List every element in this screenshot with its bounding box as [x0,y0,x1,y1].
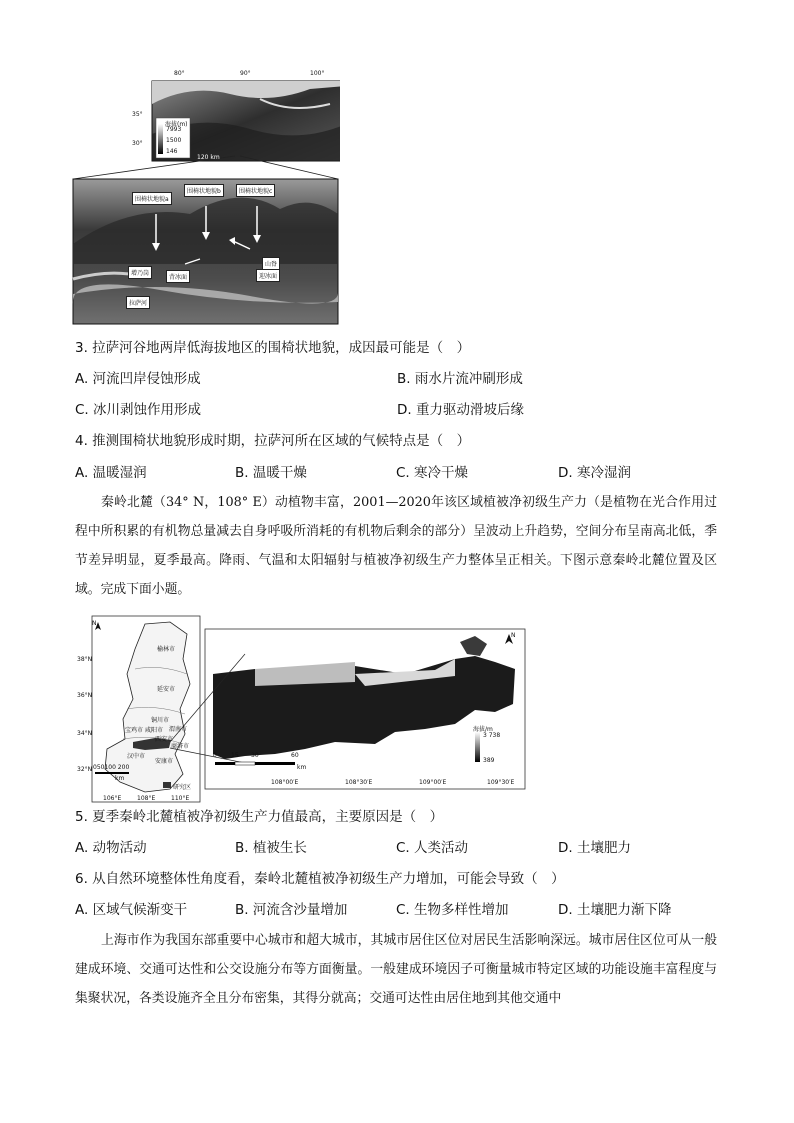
city-xianyang: 咸阳市 [145,727,164,734]
label-landform-c: 围椅状地貌c [236,184,275,197]
lon-label-90: 90° [240,70,251,77]
left-scale-label: 050100 200 [93,764,130,771]
question-4-option-b[interactable]: B. 温暖干燥 [235,465,307,481]
question-5-option-c[interactable]: C. 人类活动 [396,840,469,856]
city-yulin: 榆林市 [157,646,176,653]
north-label-right: N [511,632,516,639]
right-legend-min: 389 [483,757,495,764]
lon-label-100: 100° [310,70,325,77]
lat-36: 36°N [77,692,93,699]
label-front-slope: 迎冰面 [256,269,280,282]
lon-110: 110°E [171,795,190,802]
city-yanan: 延安市 [157,686,176,693]
question-6-stem: 6. 从自然环境整体性角度看，秦岭北麓植被净初级生产力增加，可能会导致（ ） [75,871,565,887]
lon-108-00: 108°00′E [271,779,299,786]
legend-study-area: 研究区 [173,784,192,791]
label-landform-b: 围椅状地貌b [184,184,224,197]
question-3-stem: 3. 拉萨河谷地两岸低海拔地区的围椅状地貌，成因最可能是（ ） [75,340,471,356]
label-back-slope: 背冰面 [166,270,190,283]
label-zengnaigang: 增乃岗 [128,266,152,279]
passage-shanghai [75,926,717,1013]
lon-109-30: 109°30′E [487,779,515,786]
label-lhasa-river: 拉萨河 [126,296,150,309]
map-legend-mid: 1500 [166,137,182,144]
lat-34: 34°N [77,730,93,737]
right-scale-60: 60 [291,752,299,759]
question-5-stem: 5. 夏季秦岭北麓植被净初级生产力值最高，主要原因是（ ） [75,809,444,825]
passage-qinling [75,488,717,604]
question-6-option-a[interactable]: A. 区域气候渐变干 [75,902,188,918]
city-tongchuan: 铜川市 [151,717,170,724]
map-legend-max: 7993 [166,126,182,133]
lon-108-30: 108°30′E [345,779,373,786]
figure-2 [75,614,535,806]
lat-38: 38°N [77,656,93,663]
question-6-option-d[interactable]: D. 土壤肥力渐下降 [558,902,672,918]
map-legend-min: 146 [166,148,178,155]
question-3-option-c[interactable]: C. 冰川剥蚀作用形成 [75,402,202,418]
question-5-option-d[interactable]: D. 土壤肥力 [558,840,631,856]
right-legend-max: 3 738 [483,732,501,739]
right-scale-30: 30 [251,752,259,759]
lon-108: 108°E [137,795,156,802]
figure-2-graphic [75,614,535,806]
question-4-option-d[interactable]: D. 寒冷湿润 [558,465,631,481]
passage-qinling-text: 秦岭北麓（34° N，108° E）动植物丰富，2001—2020年该区域植被净初级生产力（是植物在光合作用过程中所积累的有机物总量减去自身呼吸所消耗的有机物后剩余的部分）呈波动上升趋势，空间分布呈南高北低，季节差异明显，夏季最高。降雨、气温和太阳辐射与植被净初级生产力整体呈正相关。下图示意秦岭北麓位置及区域。完成下面小题。 [75,495,717,597]
question-4-option-a[interactable]: A. 温暖湿润 [75,465,147,481]
north-label-left: N [92,620,97,627]
question-6-option-c[interactable]: C. 生物多样性增加 [396,902,509,918]
right-legend-title: 海拔/m [473,726,493,733]
lat-label-30: 30° [132,140,143,147]
city-baoji: 宝鸡市 [125,727,144,734]
map-legend-title: 海拔(m) [165,121,188,128]
city-xian: 西安市 [155,736,174,743]
city-ankang: 安康市 [155,758,174,765]
city-shangluo: 商洛市 [171,743,190,750]
label-ridge: 山脊 [262,257,280,270]
lon-label-80: 80° [174,70,185,77]
figure-1 [70,64,340,326]
lat-32: 32°N [77,766,93,773]
question-4-stem: 4. 推测围椅状地貌形成时期，拉萨河所在区域的气候特点是（ ） [75,433,471,449]
question-3-option-b[interactable]: B. 雨水片流冲刷形成 [397,371,523,387]
question-4-option-c[interactable]: C. 寒冷干燥 [396,465,469,481]
lat-label-35: 35° [132,111,143,118]
right-scale-0: 0 [213,752,217,759]
left-scale-unit: km [115,775,125,782]
question-3-option-a[interactable]: A. 河流凹岸侵蚀形成 [75,371,201,387]
label-landform-a: 围椅状地貌a [132,192,172,205]
right-scale-unit: km [297,764,307,771]
map-scale-label: 120 km [197,154,220,161]
question-6-option-b[interactable]: B. 河流含沙量增加 [235,902,348,918]
city-weinan: 渭南市 [169,726,188,733]
question-3-option-d[interactable]: D. 重力驱动滑坡后缘 [397,402,524,418]
passage-shanghai-text: 上海市作为我国东部重要中心城市和超大城市，其城市居住区位对居民生活影响深远。城市居住区位可从一般建成环境、交通可达性和公交设施分布等方面衡量。一般建成环境因子可衡量城市特定区域的功能设施丰富程度与集聚状况，各类设施齐全且分布密集，其得分就高；交通可达性由居住地到其他交通中 [75,933,717,1006]
right-scale-15: 15 [231,752,239,759]
city-hanzhong: 汉中市 [127,753,146,760]
question-5-option-a[interactable]: A. 动物活动 [75,840,147,856]
question-5-option-b[interactable]: B. 植被生长 [235,840,307,856]
lon-109-00: 109°00′E [419,779,447,786]
lon-106: 106°E [103,795,122,802]
